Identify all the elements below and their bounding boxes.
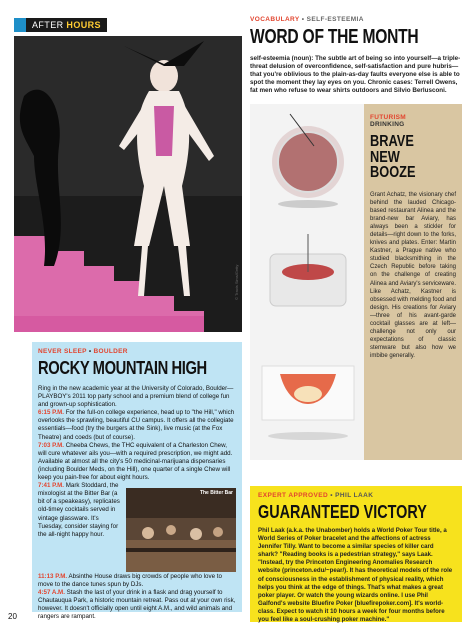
entry-3-time: 7:41 P.M. xyxy=(38,482,65,490)
futurism-title-line-3: BOOZE xyxy=(370,164,416,181)
photo-label: The Bitter Bar xyxy=(199,490,233,496)
wotm-body: self-esteemia (noun): The subtle art of being so into yourself—a triple-threat delusion of overconfidence, self-satisfaction and pure hubris—that you're oblivious to the plain-as-day faults everyone else is able to spot the moment they lay eyes on you. Chronic cases: Terrell Owens, fat men who refuse to wear shirts outdoors and Silvio Berlusconi. xyxy=(250,55,461,95)
entry-5-text: Stash the last of your drink in a flask and drag yourself to Chautauqua Park, a historic mountain retreat. Pass out at your own risk, however. It doesn't officially open until eight A.M., and wild animals and rangers are rampant. xyxy=(38,589,236,621)
entry-4-text: Absinthe House draws big crowds of people who love to move to the dance tunes spun by DJs. xyxy=(38,573,222,589)
box-title: ROCKY MOUNTAIN HIGH xyxy=(38,358,207,378)
wotm-kicker xyxy=(250,16,462,23)
rocky-mountain-high-box xyxy=(32,342,242,621)
entry-4 xyxy=(38,573,236,589)
wotm-kicker-sep: • xyxy=(301,16,307,23)
section-label xyxy=(26,18,107,32)
illustration-woman-staircase xyxy=(14,36,242,332)
wotm-kicker-primary: VOCABULARY xyxy=(250,16,300,23)
box-tail xyxy=(38,573,236,622)
kicker-separator: • xyxy=(88,348,94,355)
entry-2-text: Cheeba Chews, the THC equivalent of a Charleston Chew, will cure whatever ails you—with a required prescription, we might add. Available at almost all the city's 50 medicinal-marijuana dispensaries (including Boulder Meds, on the Hill), one quarter of a single Chew will keep you pain-free for about eight hours. xyxy=(38,441,233,482)
entry-5 xyxy=(38,589,236,621)
entry-1-text: For the full-on college experience, head up to "the Hill," which overlooks the sprawling, beautiful CU campus. It offers all the collegiate essentials—food (try the burgers at the Sink), live music (at the Fox Theatre) and coeds (but of course). xyxy=(38,409,235,441)
expert-kicker-sep: • xyxy=(330,492,336,499)
futurism-body: Grant Achatz, the visionary chef behind the lauded Chicago-based restaurant Alinea and the brand-new bar Aviary, has always been a stickler for details—right down to the forks, knives and plates. Enter: Martin Kastner, a Prague native who studied blacksmithing in the Czech Republic before taking on the challenge of creating Alinea and Aviary's serviceware. Like Achatz, Kastner is obsessed with melding food and design. His creations for Aviary—three of his avant-garde cocktail glasses are at left—challenge not only our expectations of classic stemware but also how we imbibe generally. xyxy=(370,191,456,360)
page-number: 20 xyxy=(8,612,17,621)
futurism-title-line-2: NEW xyxy=(370,148,400,166)
futurism-title xyxy=(370,134,450,181)
entry-5-time: 4:57 A.M. xyxy=(38,589,65,597)
entry-3-text: Mark Stoddard, the mixologist at the Bitter Bar (a bit of a speakeasy), replicates old-timey cocktails served in vintage glassware. It's Tuesday, consider staying for the all-night happy hour. xyxy=(38,482,120,538)
expert-kicker-primary: EXPERT APPROVED xyxy=(258,492,329,499)
wotm-title: WORD OF THE MONTH xyxy=(250,26,419,48)
futurism-kicker: FUTURISM xyxy=(370,114,406,121)
expert-title: GUARANTEED VICTORY xyxy=(258,502,427,522)
wotm-kicker-sub: SELF-ESTEEMIA xyxy=(306,16,364,23)
entry-1-time: 6:15 P.M. xyxy=(38,409,65,417)
bitter-bar-photo xyxy=(126,488,236,572)
cocktail-photo-svg xyxy=(250,104,365,460)
expert-kicker xyxy=(258,492,454,499)
kicker-primary: NEVER SLEEP xyxy=(38,348,87,355)
illustration-credit: © Travis Sims/Getty xyxy=(234,264,239,300)
box-intro: Ring in the new academic year at the University of Colorado, Boulder—PLAYBOY's 2011 top party school and a premium blend of college fun and grown-up sophistication. xyxy=(38,385,234,409)
brave-new-booze-box xyxy=(364,104,462,460)
illustration-svg xyxy=(14,36,242,332)
entry-4-time: 11:13 P.M. xyxy=(38,573,68,580)
entry-2-time: 7:03 P.M. xyxy=(38,441,65,449)
bitter-bar-photo-svg xyxy=(126,488,236,572)
entry-3 xyxy=(38,482,124,539)
entry-2 xyxy=(38,442,236,482)
cocktail-glasses-photo xyxy=(250,104,365,460)
futurism-title-line-1: BRAVE xyxy=(370,133,414,150)
guaranteed-victory-box xyxy=(250,486,462,622)
box-kicker xyxy=(38,348,236,355)
word-of-the-month xyxy=(250,16,462,95)
kicker-location: BOULDER xyxy=(93,348,128,355)
futurism-sub: DRINKING xyxy=(370,121,405,128)
section-label-prefix: AFTER xyxy=(32,20,64,30)
expert-kicker-sub: PHIL LAAK xyxy=(335,492,374,499)
section-label-suffix: HOURS xyxy=(66,20,101,30)
expert-body: Phil Laak (a.k.a. the Unabomber) holds a World Poker Tour title, a World Series of Poker bracelet and the affections of actress Jennifer Tilly. Want to become a similar species of killer card shark? "Reading books is a pedestrian strategy," says Laak. "Instead, try the Princeton Engineering Anomalies Research website (princeton.edu/~pear/). It has theoretical models of the role of consciousness in the establishment of physical reality, which helps you think at the edge of things. That's what makes a great poker player. Or watch the young wizards online. I use Phil Galfond's website Bluefire Poker [bluefirepoker.com]. It's world-class. Expect to watch it 10 hours a week for four months before you feel like a soul-crushing poker machine." xyxy=(258,527,453,624)
section-tab-accent xyxy=(14,18,26,32)
entry-1 xyxy=(38,409,236,441)
